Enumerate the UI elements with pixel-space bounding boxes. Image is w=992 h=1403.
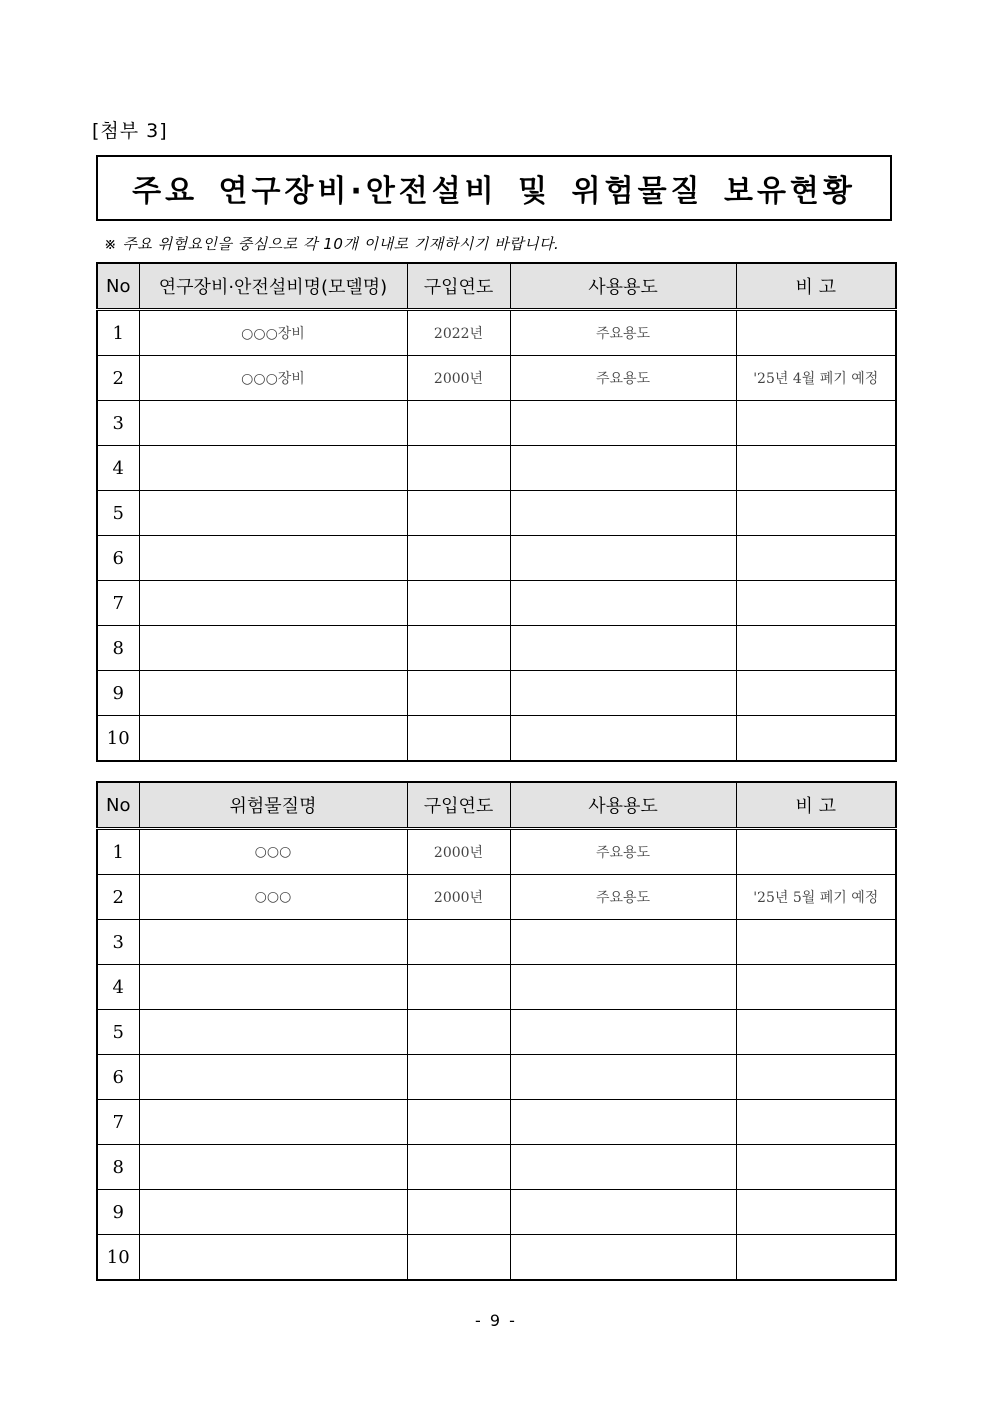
- cell-usage: [510, 446, 736, 491]
- table-row: [97, 1100, 896, 1145]
- cell-name: [139, 1235, 407, 1281]
- header-equipment-name: 연구장비·안전설비명(모델명): [139, 263, 407, 310]
- cell-usage: [510, 581, 736, 626]
- document-title: 주요 연구장비·안전설비 및 위험물질 보유현황: [96, 155, 892, 221]
- cell-purchase-year: [407, 581, 510, 626]
- table-row: [97, 536, 896, 581]
- table-row: [97, 626, 896, 671]
- cell-usage: 주요용도: [510, 875, 736, 920]
- cell-remarks: [736, 1235, 896, 1281]
- cell-name: ○○○: [139, 875, 407, 920]
- table-row: [97, 401, 896, 446]
- cell-name: [139, 401, 407, 446]
- cell-usage: 주요용도: [510, 310, 736, 356]
- cell-purchase-year: 2000년: [407, 356, 510, 401]
- cell-name: [139, 626, 407, 671]
- cell-purchase-year: [407, 446, 510, 491]
- cell-name: [139, 536, 407, 581]
- cell-name: [139, 491, 407, 536]
- page-number: - 9 -: [475, 1311, 517, 1330]
- cell-name: [139, 965, 407, 1010]
- cell-usage: [510, 1055, 736, 1100]
- table-row: [97, 965, 896, 1010]
- cell-remarks: [736, 1100, 896, 1145]
- cell-purchase-year: [407, 1235, 510, 1281]
- cell-purchase-year: 2022년: [407, 310, 510, 356]
- cell-name: ○○○장비: [139, 310, 407, 356]
- cell-usage: [510, 716, 736, 762]
- cell-name: [139, 1055, 407, 1100]
- cell-no: 1: [97, 310, 139, 356]
- table-row: [97, 1190, 896, 1235]
- cell-usage: [510, 1190, 736, 1235]
- cell-remarks: [736, 1055, 896, 1100]
- cell-no: 4: [97, 446, 139, 491]
- cell-no: 9: [97, 671, 139, 716]
- cell-name: [139, 671, 407, 716]
- cell-name: [139, 1190, 407, 1235]
- header-purchase-year: 구입연도: [407, 782, 510, 829]
- cell-purchase-year: [407, 1010, 510, 1055]
- cell-purchase-year: [407, 716, 510, 762]
- cell-purchase-year: [407, 965, 510, 1010]
- cell-remarks: '25년 5월 폐기 예정: [736, 875, 896, 920]
- table-row: [97, 671, 896, 716]
- cell-remarks: [736, 671, 896, 716]
- cell-no: 10: [97, 1235, 139, 1281]
- cell-usage: [510, 1100, 736, 1145]
- attachment-label: [첨부 3]: [92, 120, 168, 142]
- cell-no: 5: [97, 1010, 139, 1055]
- cell-remarks: [736, 536, 896, 581]
- cell-purchase-year: 2000년: [407, 875, 510, 920]
- header-usage: 사용용도: [510, 782, 736, 829]
- header-hazard-name: 위험물질명: [139, 782, 407, 829]
- cell-remarks: [736, 1010, 896, 1055]
- table-row: [97, 1235, 896, 1281]
- table-header-row: [97, 782, 896, 829]
- header-usage: 사용용도: [510, 263, 736, 310]
- cell-no: 6: [97, 536, 139, 581]
- cell-remarks: [736, 920, 896, 965]
- cell-no: 2: [97, 356, 139, 401]
- cell-no: 8: [97, 626, 139, 671]
- header-no: No: [97, 263, 139, 310]
- hazard-table-body: [97, 829, 896, 1281]
- cell-no: 5: [97, 491, 139, 536]
- cell-remarks: [736, 310, 896, 356]
- hazard-table: [96, 781, 897, 1281]
- cell-usage: [510, 1010, 736, 1055]
- cell-usage: [510, 1235, 736, 1281]
- equipment-table-body: [97, 310, 896, 762]
- cell-remarks: [736, 716, 896, 762]
- cell-name: [139, 1010, 407, 1055]
- cell-purchase-year: [407, 626, 510, 671]
- table-header-row: [97, 263, 896, 310]
- cell-remarks: [736, 491, 896, 536]
- header-purchase-year: 구입연도: [407, 263, 510, 310]
- cell-name: [139, 1145, 407, 1190]
- header-remarks: 비 고: [736, 782, 896, 829]
- cell-purchase-year: [407, 536, 510, 581]
- cell-no: 7: [97, 1100, 139, 1145]
- table-row: [97, 920, 896, 965]
- table-row: [97, 446, 896, 491]
- cell-no: 1: [97, 829, 139, 875]
- cell-purchase-year: [407, 671, 510, 716]
- cell-purchase-year: [407, 1145, 510, 1190]
- cell-name: [139, 446, 407, 491]
- table-row: [97, 310, 896, 356]
- cell-no: 10: [97, 716, 139, 762]
- cell-no: 6: [97, 1055, 139, 1100]
- table-row: [97, 491, 896, 536]
- table-row: [97, 581, 896, 626]
- cell-usage: [510, 920, 736, 965]
- cell-usage: 주요용도: [510, 356, 736, 401]
- cell-no: 7: [97, 581, 139, 626]
- cell-purchase-year: [407, 1100, 510, 1145]
- table-row: [97, 875, 896, 920]
- cell-remarks: [736, 626, 896, 671]
- cell-remarks: [736, 401, 896, 446]
- cell-remarks: [736, 581, 896, 626]
- cell-purchase-year: [407, 1190, 510, 1235]
- cell-usage: 주요용도: [510, 829, 736, 875]
- cell-no: 3: [97, 401, 139, 446]
- table-row: [97, 716, 896, 762]
- cell-remarks: [736, 829, 896, 875]
- cell-usage: [510, 491, 736, 536]
- cell-usage: [510, 536, 736, 581]
- header-no: No: [97, 782, 139, 829]
- cell-no: 4: [97, 965, 139, 1010]
- table-row: [97, 1010, 896, 1055]
- table-row: [97, 356, 896, 401]
- cell-purchase-year: [407, 920, 510, 965]
- cell-remarks: '25년 4월 폐기 예정: [736, 356, 896, 401]
- cell-usage: [510, 401, 736, 446]
- cell-name: ○○○: [139, 829, 407, 875]
- cell-no: 8: [97, 1145, 139, 1190]
- table-row: [97, 1145, 896, 1190]
- cell-name: [139, 581, 407, 626]
- cell-no: 2: [97, 875, 139, 920]
- equipment-table: [96, 262, 897, 762]
- cell-name: [139, 920, 407, 965]
- instruction-note: ※ 주요 위험요인을 중심으로 각 10개 이내로 기재하시기 바랍니다.: [104, 235, 560, 253]
- cell-remarks: [736, 1145, 896, 1190]
- table-row: [97, 829, 896, 875]
- cell-purchase-year: [407, 401, 510, 446]
- table-row: [97, 1055, 896, 1100]
- cell-usage: [510, 671, 736, 716]
- cell-name: ○○○장비: [139, 356, 407, 401]
- cell-purchase-year: 2000년: [407, 829, 510, 875]
- cell-purchase-year: [407, 1055, 510, 1100]
- cell-remarks: [736, 965, 896, 1010]
- cell-usage: [510, 626, 736, 671]
- cell-no: 9: [97, 1190, 139, 1235]
- cell-no: 3: [97, 920, 139, 965]
- cell-remarks: [736, 1190, 896, 1235]
- cell-name: [139, 716, 407, 762]
- cell-usage: [510, 1145, 736, 1190]
- header-remarks: 비 고: [736, 263, 896, 310]
- cell-usage: [510, 965, 736, 1010]
- cell-remarks: [736, 446, 896, 491]
- cell-purchase-year: [407, 491, 510, 536]
- cell-name: [139, 1100, 407, 1145]
